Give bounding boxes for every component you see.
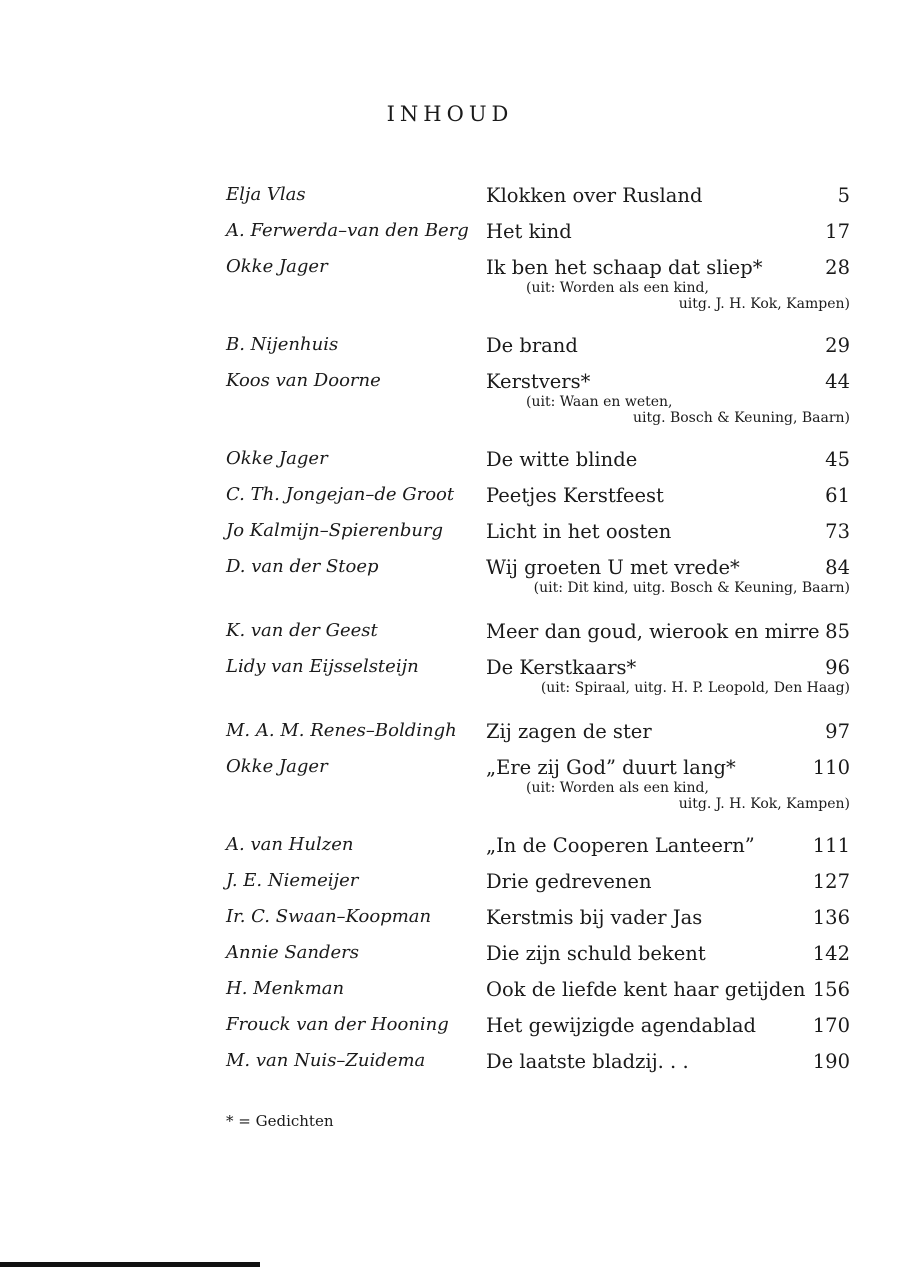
- entry-page: 142: [812, 942, 850, 965]
- entry-title: Ik ben het schaap dat sliep*: [486, 256, 763, 279]
- entry-page: 73: [825, 520, 850, 543]
- entry-page: 127: [812, 870, 850, 893]
- toc-entry: [0, 220, 900, 256]
- toc-entry: [0, 870, 900, 906]
- toc-entry: [0, 942, 900, 978]
- entry-title: De laatste bladzij. . .: [486, 1050, 689, 1073]
- entry-page: 45: [825, 448, 850, 471]
- toc-entry: [0, 756, 900, 792]
- entry-author: K. van der Geest: [226, 620, 378, 641]
- entry-author: Annie Sanders: [226, 942, 359, 963]
- source-line-1: (uit: Worden als een kind,: [526, 280, 709, 296]
- entry-source: [0, 580, 900, 620]
- entry-page: 111: [812, 834, 850, 857]
- entry-title: De Kerstkaars*: [486, 656, 637, 679]
- toc-entry: [0, 184, 900, 220]
- entry-title: Meer dan goud, wierook en mirre: [486, 620, 820, 643]
- entry-author: Elja Vlas: [226, 184, 306, 205]
- entry-author: Okke Jager: [226, 256, 328, 277]
- toc-entry: [0, 370, 900, 406]
- entry-title: „In de Cooperen Lanteern”: [486, 834, 755, 857]
- entry-author: Jo Kalmijn–Spierenburg: [226, 520, 444, 541]
- entry-title: Die zijn schuld bekent: [486, 942, 706, 965]
- entry-page: 190: [812, 1050, 850, 1073]
- entry-page: 97: [825, 720, 850, 743]
- entry-title: Drie gedrevenen: [486, 870, 652, 893]
- entry-author: C. Th. Jongejan–de Groot: [226, 484, 455, 505]
- entry-title: Zij zagen de ster: [486, 720, 652, 743]
- scan-edge-mark: [0, 1262, 260, 1267]
- entry-author: Lidy van Eijsselsteijn: [226, 656, 419, 677]
- entry-author: M. A. M. Renes–Boldingh: [226, 720, 457, 741]
- footnote: * = Gedichten: [226, 1112, 334, 1130]
- toc-entry: [0, 978, 900, 1014]
- source-line-2: uitg. J. H. Kok, Kampen): [678, 296, 850, 312]
- entry-author: M. van Nuis–Zuidema: [226, 1050, 426, 1071]
- source-line-1: (uit: Worden als een kind,: [526, 780, 709, 796]
- entry-author: H. Menkman: [226, 978, 345, 999]
- source-line: (uit: Dit kind, uitg. Bosch & Keuning, Baarn): [533, 580, 850, 596]
- entry-author: Ir. C. Swaan–Koopman: [226, 906, 432, 927]
- entry-page: 170: [812, 1014, 850, 1037]
- toc-entry: [0, 256, 900, 292]
- entry-title: Kerstmis bij vader Jas: [486, 906, 703, 929]
- entry-title: „Ere zij God” duurt lang*: [486, 756, 736, 779]
- toc-entry: [0, 334, 900, 370]
- toc-entry: [0, 520, 900, 556]
- entry-author: A. van Hulzen: [226, 834, 354, 855]
- entry-author: Okke Jager: [226, 448, 328, 469]
- entry-page: 28: [825, 256, 850, 279]
- toc-entry: [0, 1050, 900, 1086]
- source-line-1: (uit: Waan en weten,: [526, 394, 673, 410]
- entry-page: 110: [812, 756, 850, 779]
- entry-page: 136: [812, 906, 850, 929]
- toc-entry: [0, 1014, 900, 1050]
- page-title: INHOUD: [386, 102, 514, 126]
- entry-author: J. E. Niemeijer: [226, 870, 359, 891]
- entry-page: 29: [825, 334, 850, 357]
- entry-page: 84: [825, 556, 850, 579]
- source-line: (uit: Spiraal, uitg. H. P. Leopold, Den Haag): [540, 680, 850, 696]
- toc-entry: [0, 720, 900, 756]
- entry-source: [0, 394, 900, 448]
- entry-source: [0, 280, 900, 334]
- toc-entry: [0, 620, 900, 656]
- entry-title: De witte blinde: [486, 448, 638, 471]
- toc-entry: [0, 906, 900, 942]
- entry-page: 5: [837, 184, 850, 207]
- entry-author: A. Ferwerda–van den Berg: [226, 220, 469, 241]
- entry-title: Ook de liefde kent haar getijden: [486, 978, 806, 1001]
- entry-title: Wij groeten U met vrede*: [486, 556, 740, 579]
- entry-title: Klokken over Rusland: [486, 184, 703, 207]
- entry-title: Licht in het oosten: [486, 520, 672, 543]
- entry-source: [0, 780, 900, 834]
- entry-title: Het kind: [486, 220, 572, 243]
- source-line-2: uitg. Bosch & Keuning, Baarn): [632, 410, 850, 426]
- source-line-2: uitg. J. H. Kok, Kampen): [678, 796, 850, 812]
- entry-title: Peetjes Kerstfeest: [486, 484, 664, 507]
- entry-author: Okke Jager: [226, 756, 328, 777]
- entry-page: 44: [825, 370, 850, 393]
- entry-page: 156: [812, 978, 850, 1001]
- entry-page: 17: [825, 220, 850, 243]
- entry-page: 96: [825, 656, 850, 679]
- entry-author: D. van der Stoep: [226, 556, 379, 577]
- toc-entry: [0, 448, 900, 484]
- entry-page: 85: [825, 620, 850, 643]
- entry-title: De brand: [486, 334, 578, 357]
- entry-title: Kerstvers*: [486, 370, 591, 393]
- entry-author: Frouck van der Hooning: [226, 1014, 449, 1035]
- toc-entry: [0, 834, 900, 870]
- entry-author: B. Nijenhuis: [226, 334, 339, 355]
- entry-page: 61: [825, 484, 850, 507]
- toc-entry: [0, 484, 900, 520]
- entry-title: Het gewijzigde agendablad: [486, 1014, 756, 1037]
- entry-source: [0, 680, 900, 720]
- table-of-contents: [0, 184, 900, 1086]
- entry-author: Koos van Doorne: [226, 370, 381, 391]
